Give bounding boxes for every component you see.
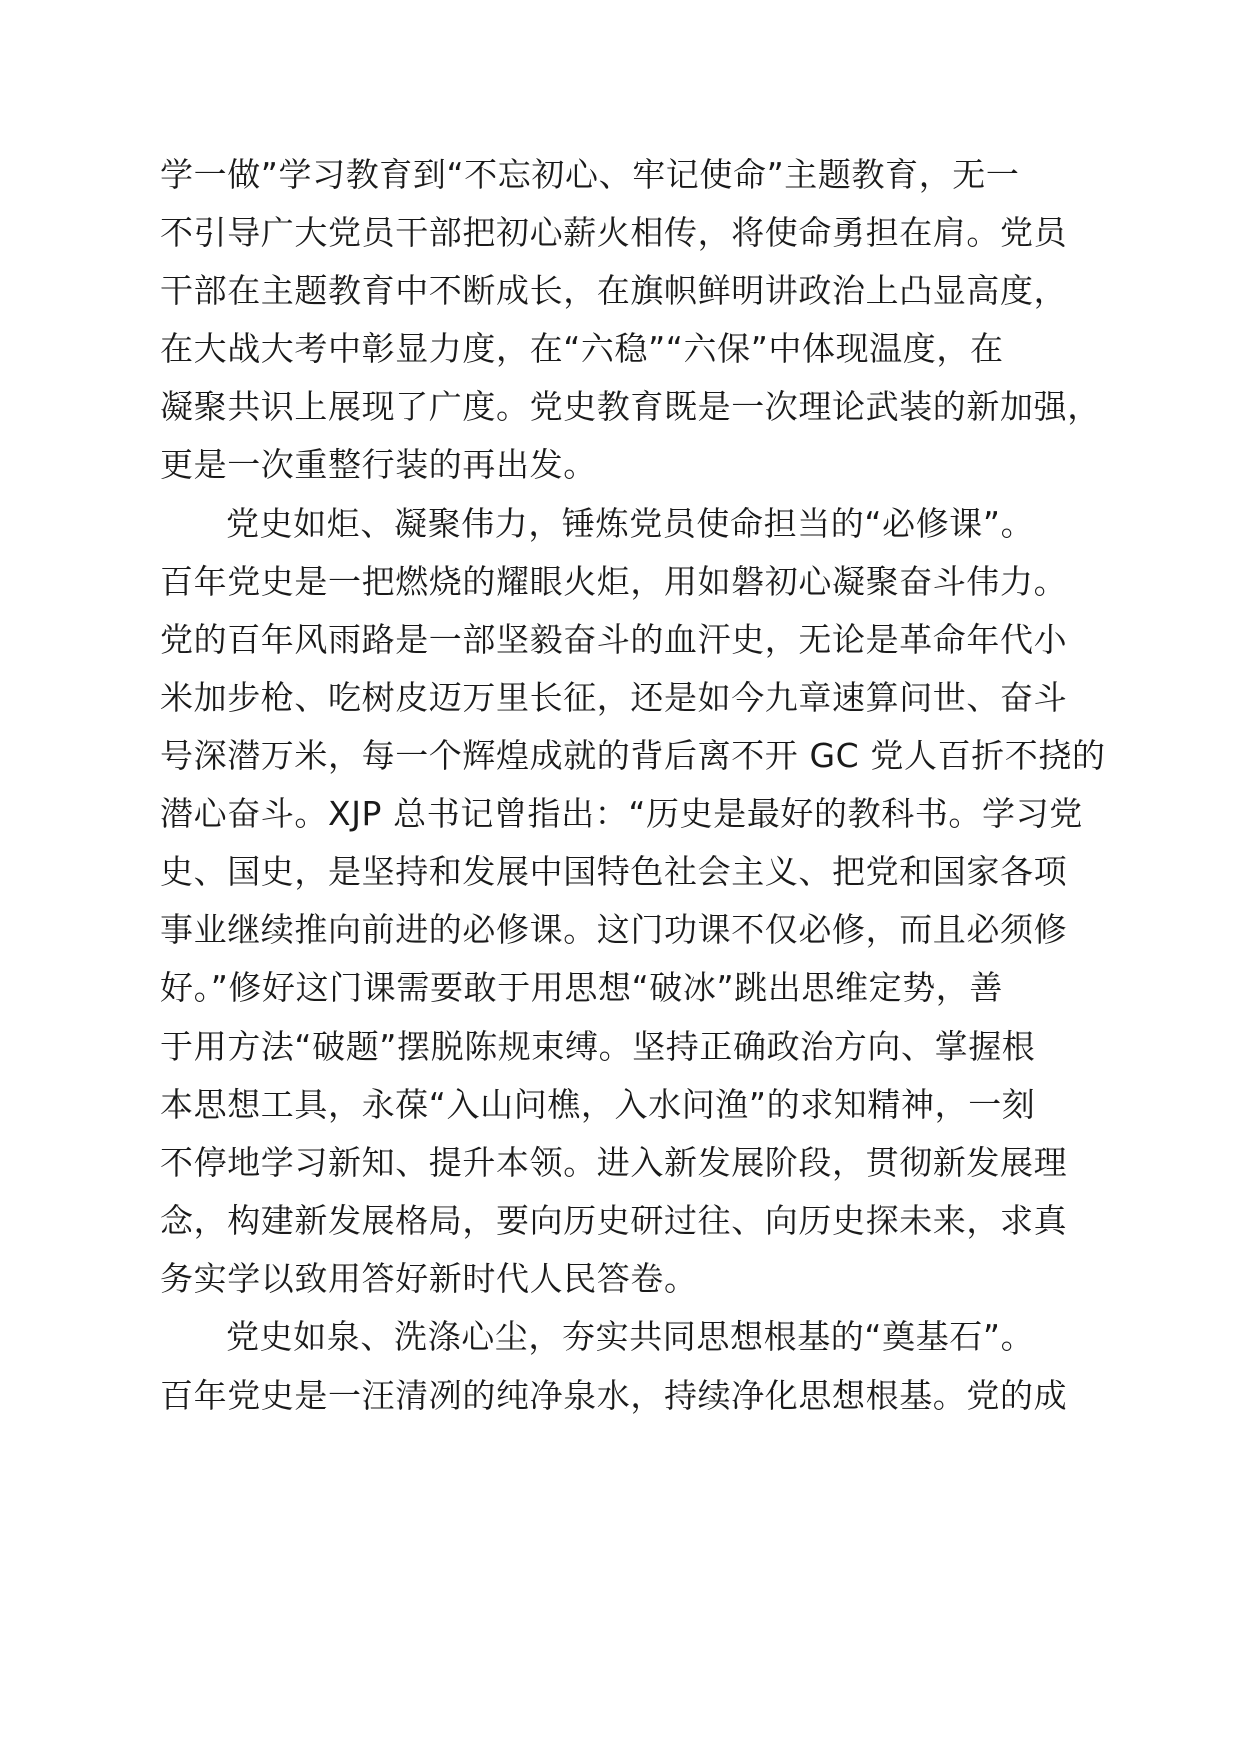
text-line: 事业继续推向前进的必修课。这门功课不仅必修，而且必须修	[160, 910, 1068, 949]
paragraph-heading-line: 党史如炬、凝聚伟力，锤炼党员使命担当的“必修课”。	[226, 504, 1035, 543]
text-line: 百年党史是一汪清冽的纯净泉水，持续净化思想根基。党的成	[160, 1376, 1068, 1415]
text-line: 务实学以致用答好新时代人民答卷。	[160, 1259, 698, 1298]
text-line: 学一做”学习教育到“不忘初心、牢记使命”主题教育，无一	[160, 155, 1020, 194]
text-line: 潜心奋斗。XJP 总书记曾指出：“历史是最好的教科书。学习党	[160, 794, 1083, 833]
text-line: 不引导广大党员干部把初心薪火相传，将使命勇担在肩。党员	[160, 213, 1068, 252]
text-line: 百年党史是一把燃烧的耀眼火炬，用如磐初心凝聚奋斗伟力。	[160, 562, 1068, 601]
text-line: 本思想工具，永葆“入山问樵，入水问渔”的求知精神，一刻	[160, 1085, 1036, 1124]
text-line: 于用方法“破题”摆脱陈规束缚。坚持正确政治方向、掌握根	[160, 1027, 1036, 1066]
text-line: 凝聚共识上展现了广度。党史教育既是一次理论武装的新加强，	[160, 387, 1101, 426]
text-line: 米加步枪、吃树皮迈万里长征，还是如今九章速算问世、奋斗	[160, 678, 1068, 717]
text-line: 念，构建新发展格局，要向历史研过往、向历史探未来，求真	[160, 1201, 1068, 1240]
text-line: 号深潜万米，每一个辉煌成就的背后离不开 GC 党人百折不挠的	[160, 736, 1106, 775]
text-line: 史、国史，是坚持和发展中国特色社会主义、把党和国家各项	[160, 852, 1068, 891]
text-line: 不停地学习新知、提升本领。进入新发展阶段，贯彻新发展理	[160, 1143, 1068, 1182]
text-line: 党的百年风雨路是一部坚毅奋斗的血汗史，无论是革命年代小	[160, 620, 1068, 659]
text-line: 在大战大考中彰显力度，在“六稳”“六保”中体现温度，在	[160, 329, 1004, 368]
text-line: 干部在主题教育中不断成长，在旗帜鲜明讲政治上凸显高度，	[160, 271, 1068, 310]
paragraph-heading-line: 党史如泉、洗涤心尘，夯实共同思想根基的“奠基石”。	[226, 1317, 1035, 1356]
text-line: 好。”修好这门课需要敢于用思想“破冰”跳出思维定势，善	[160, 968, 1003, 1007]
text-line: 更是一次重整行装的再出发。	[160, 445, 597, 484]
